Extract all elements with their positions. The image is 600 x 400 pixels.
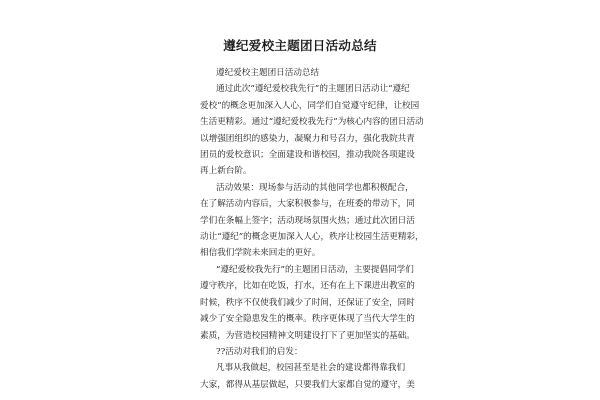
body-line: 凡事从我做起，校园甚至是社会的建设都得靠我们 (216, 363, 406, 374)
document-subtitle: 遵纪爱校主题团日活动总结 (216, 68, 320, 78)
body-line: 团员的爱校意识；全面建设和谐校园，推动我院各项建设 (200, 150, 415, 161)
body-line: 遵守秩序，比如在吃饭，打水，还有在上下课进出教室的 (200, 281, 415, 292)
body-line: 通过此次“遵纪爱校我先行”的主题团日活动让“遵纪 (216, 84, 410, 95)
document-body (200, 65, 424, 393)
body-line: 活动效果：现场参与活动的其他同学也都积极配合， (216, 182, 414, 193)
body-line: 相信我们学院未来回走的更好。 (200, 248, 321, 259)
body-line: 素质，为营造校园精神文明建设打下了更加坚实的基础。 (200, 330, 415, 341)
body-lines (200, 81, 424, 393)
document-title: 遵纪爱校主题团日活动总结 (223, 38, 377, 53)
body-line: 爱校”的概念更加深入人心，同学们自觉遵守纪律，让校园 (200, 100, 420, 111)
body-line: 在了解活动内容后，大家积极参与，在班委的带动下，同 (200, 199, 415, 210)
body-line: “遵纪爱校我先行”的主题团日活动，主要提倡同学们 (216, 264, 414, 275)
body-line: 减少了安全隐患发生的概率。秩序更体现了当代大学生的 (200, 314, 415, 325)
body-line: 以增强团组织的感染力，凝聚力和号召力，强化我院共青 (200, 133, 415, 144)
body-line: ??活动对我们的启发： (216, 346, 303, 357)
body-line: 生活更精彩。通过“遵纪爱校我先行”为核心内容的团日活动 (200, 117, 424, 128)
body-line: 时候，秩序不仅使我们减少了时间，还保证了安全，同时 (200, 297, 415, 308)
body-line: 动让“遵纪”的概念更加深入人心，秩序让校园生活更精彩， (200, 232, 424, 243)
body-line: 再上新台阶。 (200, 166, 252, 177)
body-line: 大家，都得从基层做起，只要我们大家都自觉的遵守，美 (200, 379, 415, 390)
body-line: 学们在条幅上签字；活动现场氛围火热；通过此次团日活 (200, 215, 415, 226)
